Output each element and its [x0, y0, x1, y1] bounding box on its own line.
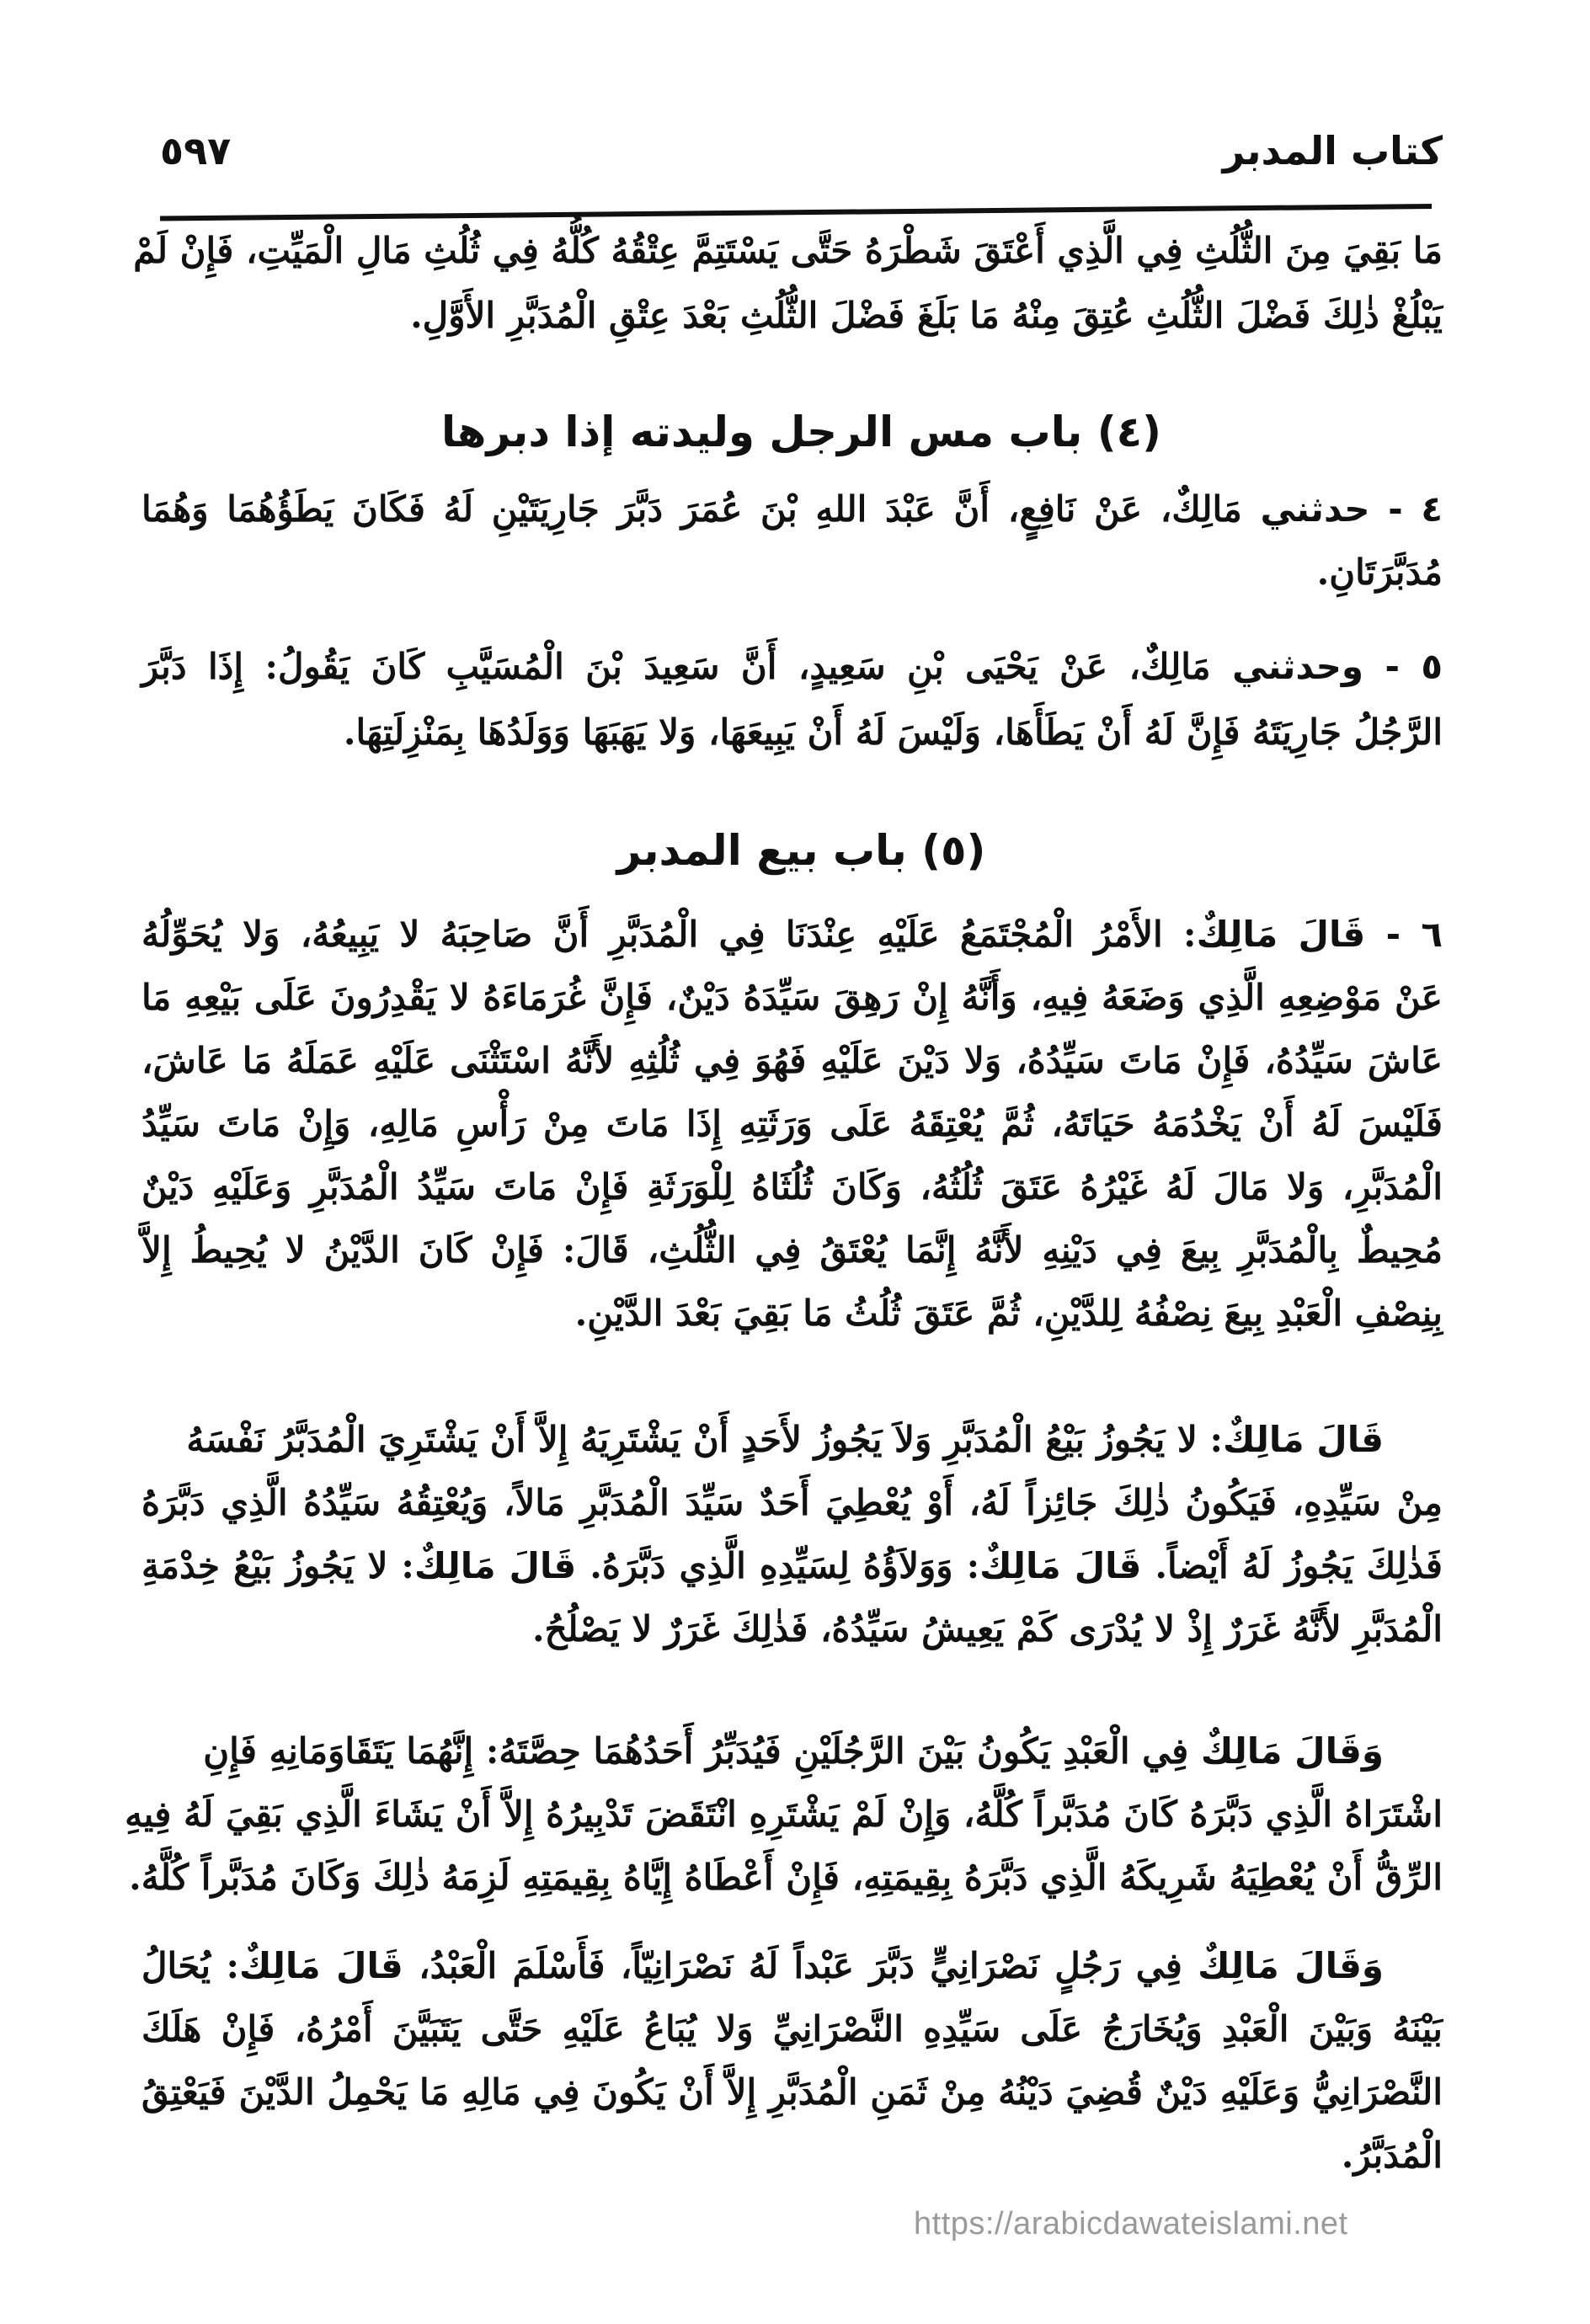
narration-lead: قَالَ مَالِكٌ [239, 1945, 403, 1986]
text-line: مَا بَقِيَ مِنَ الثُّلُثِ فِي الَّذِي أَعْتَقَ شَطْرَهُ حَتَّى يَسْتَتِمَّ عِتْقُهُ كُلُّهُ فِي ثُلُثِ مَالِ الْمَيِّتِ، فَإِنْ لَمْ [133, 230, 1443, 271]
text-line: بِنِصْفِ الْعَبْدِ بِيعَ نِصْفُهُ لِلدَّيْنِ، ثُمَّ عَتَقَ ثُلُثُ مَا بَقِيَ بَعْدَ الدَّيْنِ. [574, 1293, 1443, 1334]
malik-ruling-line [141, 1415, 1443, 1465]
text-line: يَبْلُغْ ذٰلِكَ فَضْلَ الثُّلُثِ عُتِقَ مِنْهُ مَا بَلَغَ فَضْلَ الثُّلُثِ بَعْدَ عِتْقِ الْمُدَبَّرِ الأَوَّلِ. [410, 295, 1443, 336]
header-rule [160, 204, 1432, 221]
malik-ruling-line [141, 1726, 1443, 1777]
text-line: فَلَيْسَ لَهُ أَنْ يَخْدُمَهُ حَيَاتَهُ، ثُمَّ يُعْتِقَهُ عَلَى وَرَثَتِهِ إِذَا مَاتَ مِنْ رَأْسِ مَالِهِ، وَإِنْ مَاتَ سَيِّدُ [141, 1103, 1443, 1144]
text-line: مُحِيطٌ بِالْمُدَبَّرِ بِيعَ فِي دَيْنِهِ لأَنَّهُ إِنَّمَا يُعْتَقُ فِي الثُّلُثِ، قَالَ: فَإِنْ كَانَ الدَّيْنُ لا يُحِيطُ إِلاَّ [141, 1229, 1443, 1271]
text-line: الْمُدَبَّرُ. [1341, 2135, 1443, 2176]
text-span: مَالِكٌ، عَنْ يَحْيَى بْنِ سَعِيدٍ، أَنَّ سَعِيدَ بْنَ الْمُسَيَّبِ كَانَ يَقُولُ: إِذَا دَبَّرَ [141, 646, 1211, 687]
narration-lead: حدثني [1260, 488, 1370, 530]
malik-ruling-line [141, 1941, 1443, 1991]
narration-lead: وَقَالَ مَالِكٌ [1200, 1730, 1384, 1772]
text-span: فَذٰلِكَ يَجُوزُ لَهُ أَيْضاً. [1155, 1545, 1443, 1586]
malik-ruling-line [141, 1541, 1443, 1591]
text-line: الْمُدَبَّرِ لأَنَّهُ غَرَرٌ إِذْ لا يُدْرَى كَمْ يَعِيشُ سَيِّدُهُ، فَذٰلِكَ غَرَرٌ لا يَصْلُحُ. [532, 1608, 1443, 1650]
running-header-title: كتاب المدبر [1222, 128, 1443, 173]
text-span: فِي رَجُلٍ نَصْرَانِيٍّ دَبَّرَ عَبْداً لَهُ نَصْرَانِيّاً، فَأَسْلَمَ الْعَبْدُ، [419, 1945, 1198, 1986]
hadith-number: ٦ - [1385, 914, 1443, 955]
text-line: عَنْ مَوْضِعِهِ الَّذِي وَضَعَهُ فِيهِ، وَأَنَّهُ إِنْ رَهِقَ سَيِّدَهُ دَيْنٌ، فَإِنَّ غُرَمَاءَهُ لا يَقْدِرُونَ عَلَى بَيْعِهِ مَا [141, 977, 1443, 1018]
text-line: النَّصْرَانِيُّ وَعَلَيْهِ دَيْنٌ قُضِيَ دَيْنُهُ مِنْ ثَمَنِ الْمُدَبَّرِ إِلاَّ أَنْ يَكُونَ فِي مَالِهِ مَا يَحْمِلُ الدَّيْنَ فَيَعْتِقُ [141, 2071, 1443, 2113]
narration-lead: قَالَ مَالِكٌ [979, 1545, 1142, 1586]
chapter-heading-4: (٤) باب مس الرجل وليدته إذا دبرها [441, 408, 1161, 456]
page-number: ٥٩٧ [160, 128, 232, 173]
text-span: : لا يَجُوزُ بَيْعُ خِدْمَةِ [141, 1545, 414, 1586]
narration-lead: قَالَ مَالِكٌ [1223, 1419, 1384, 1460]
hadith-number: ٥ - [1385, 646, 1443, 687]
watermark-url: https://arabicdawateislami.net [914, 2206, 1348, 2241]
text-line: الرَّجُلُ جَارِيَتَهُ فَإِنَّ لَهُ أَنْ يَطَأَهَا، وَلَيْسَ لَهُ أَنْ يَبِيعَهَا، وَلا يَهَبَهَا وَوَلَدُهَا بِمَنْزِلَتِهَا. [343, 712, 1443, 753]
text-span: : لا يَجُوزُ بَيْعُ الْمُدَبَّرِ وَلاَ يَجُوزُ لأَحَدٍ أَنْ يَشْتَرِيَهُ إِلاَّ أَنْ يَشْتَرِيَ الْمُدَبَّرُ نَفْسَهُ [186, 1419, 1223, 1460]
text-line: الْمُدَبَّرِ، وَلا مَالَ لَهُ غَيْرُهُ عَتَقَ ثُلُثُهُ، وَكَانَ ثُلُثَاهُ لِلْوَرَثَةِ فَإِنْ مَاتَ سَيِّدُ الْمُدَبَّرِ وَعَلَيْهِ دَيْنٌ [141, 1166, 1443, 1207]
narration-lead: قَالَ مَالِكٌ [1196, 914, 1366, 955]
narration-lead: وَقَالَ مَالِكٌ [1198, 1945, 1384, 1986]
hadith-number: ٤ - [1388, 488, 1443, 530]
text-span: : وَوَلاَؤُهُ لِسَيِّدِهِ الَّذِي دَبَّرَهُ. [590, 1545, 980, 1586]
hadith-6-line [141, 909, 1443, 960]
text-line: الرِّقُّ أَنْ يُعْطِيَهُ شَرِيكَهُ الَّذِي دَبَّرَهُ بِقِيمَتِهِ، فَإِنْ أَعْطَاهُ إِيَّاهُ بِقِيمَتِهِ لَزِمَهُ ذٰلِكَ وَكَانَ مُدَبَّراً كُلَّهُ. [129, 1857, 1443, 1898]
text-line: بَيْنَهُ وَبَيْنَ الْعَبْدِ وَيُخَارَجُ عَلَى سَيِّدِهِ النَّصْرَانِيِّ وَلا يُبَاعُ عَلَيْهِ حَتَّى يَتَبَيَّنَ أَمْرُهُ، فَإِنْ هَلَكَ [141, 2008, 1443, 2049]
text-span: : الأَمْرُ الْمُجْتَمَعُ عَلَيْهِ عِنْدَنَا فِي الْمُدَبَّرِ أَنَّ صَاحِبَهُ لا يَبِيعُهُ، وَلا يُحَوِّلُهُ [141, 914, 1197, 955]
text-span: مَالِكٌ، عَنْ نَافِعٍ، أَنَّ عَبْدَ اللهِ بْنَ عُمَرَ دَبَّرَ جَارِيَتَيْنِ لَهُ فَكَانَ يَطَؤُهُمَا وَهُمَا [141, 488, 1242, 530]
text-line: اشْتَرَاهُ الَّذِي دَبَّرَهُ كَانَ مُدَبَّراً كُلَّهُ، وَإِنْ لَمْ يَشْتَرِهِ انْتَقَضَ تَدْبِيرُهُ إِلاَّ أَنْ يَشَاءَ الَّذِي بَقِيَ لَهُ فِيهِ [125, 1794, 1443, 1835]
hadith-5-line [141, 642, 1443, 692]
narration-lead: قَالَ مَالِكٌ [414, 1545, 577, 1586]
text-line: عَاشَ سَيِّدُهُ، فَإِنْ مَاتَ سَيِّدُهُ، وَلا دَيْنَ عَلَيْهِ فَهُوَ فِي ثُلُثِهِ لأَنَّهُ اسْتَثْنَى عَلَيْهِ عَمَلَهُ مَا عَاشَ، [141, 1040, 1443, 1081]
text-span: فِي الْعَبْدِ يَكُونُ بَيْنَ الرَّجُلَيْنِ فَيُدَبِّرُ أَحَدُهُمَا حِصَّتَهُ: إِنَّهُمَا يَتَقَاوَمَانِهِ فَإِنِ [203, 1730, 1201, 1772]
text-line: مِنْ سَيِّدِهِ، فَيَكُونُ ذٰلِكَ جَائِزاً لَهُ، أَوْ يُعْطِيَ أَحَدٌ سَيِّدَ الْمُدَبَّرِ مَالاً، وَيُعْتِقُهُ سَيِّدُهُ الَّذِي دَبَّرَهُ [141, 1482, 1443, 1523]
text-line: مُدَبَّرَتَانِ. [1316, 552, 1443, 593]
text-span: : يُحَالُ [141, 1945, 239, 1986]
narration-lead: وحدثني [1231, 646, 1364, 687]
hadith-4-line [141, 484, 1443, 535]
chapter-heading-5: (٥) باب بيع المدبر [616, 826, 986, 875]
